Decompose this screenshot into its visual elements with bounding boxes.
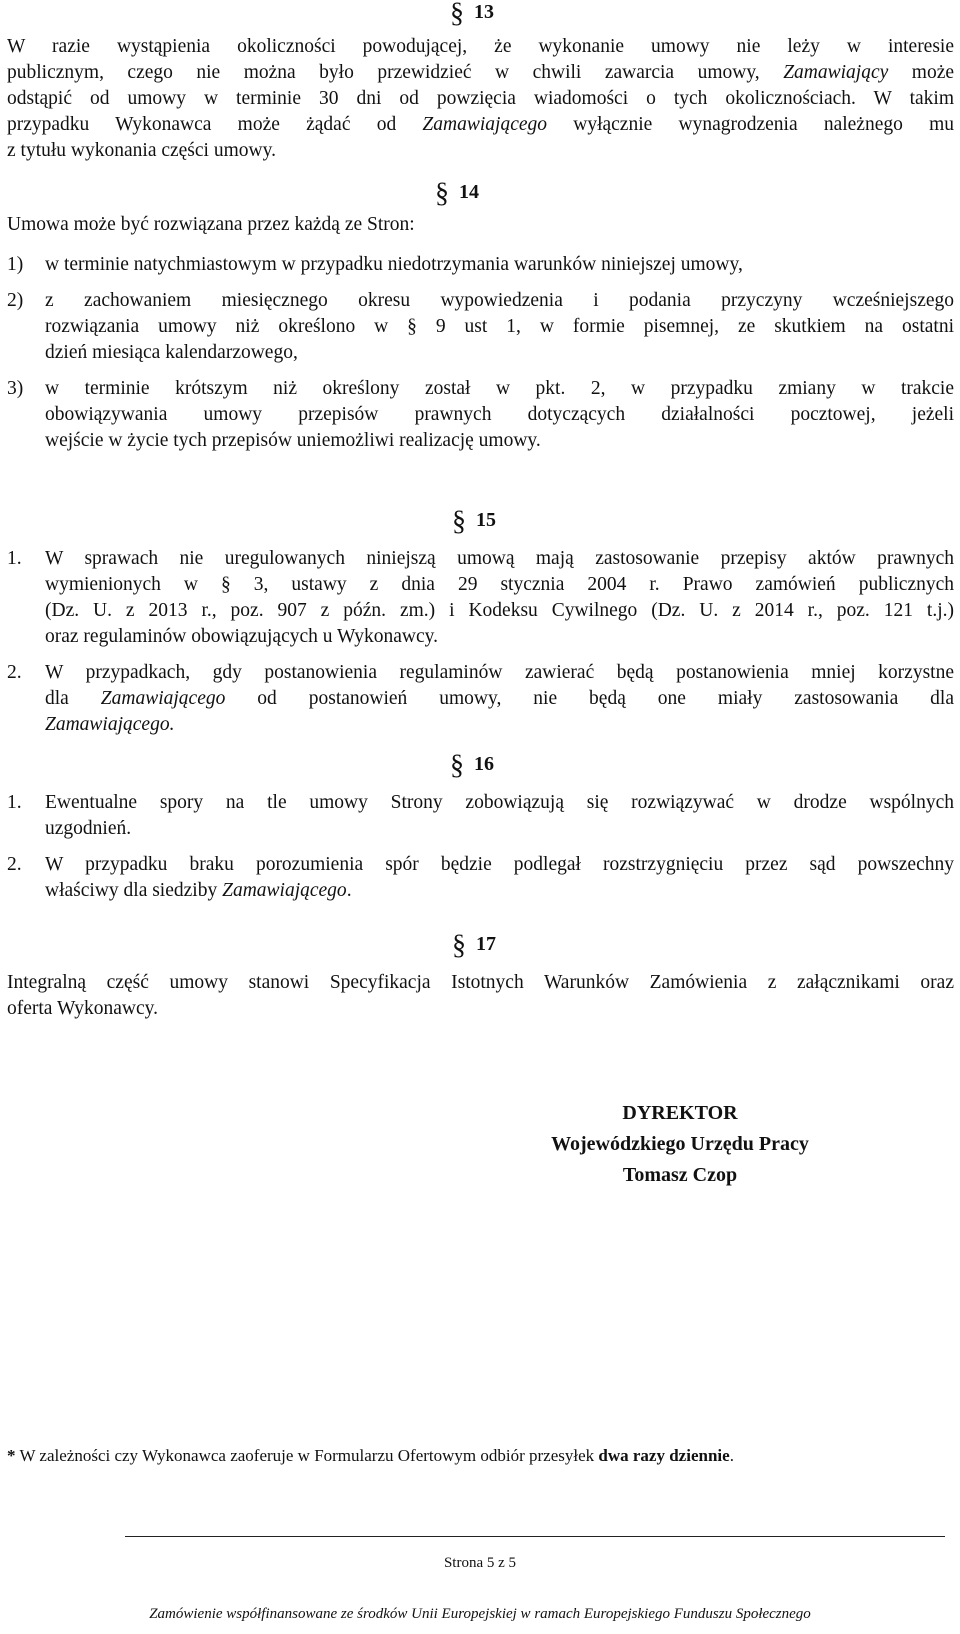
text-line: dla Zamawiającego od postanowień umowy, nie będą one miały zastosowania dla (45, 688, 954, 709)
text-line: Integralną część umowy stanowi Specyfikacja Istotnych Warunków Zamówienia z załącznikami oraz (7, 972, 954, 993)
section-number: 15 (476, 509, 496, 531)
text-line: odstąpić od umowy w terminie 30 dni od powzięcia wiadomości o tych okolicznościach. W takim (7, 88, 954, 109)
text-line: Zamawiającego. (45, 714, 175, 735)
footnote (7, 1446, 734, 1466)
text-line: wymienionych w § 3, ustawy z dnia 29 stycznia 2004 r. Prawo zamówień publicznych (45, 574, 954, 595)
footnote-text: W zależności czy Wykonawca zaoferuje w Formularzu Ofertowym odbiór przesyłek (15, 1446, 599, 1465)
item-number: 1) (7, 254, 24, 275)
section-14-heading (435, 174, 479, 209)
section-number: 17 (476, 933, 496, 955)
footnote-bold: dwa razy dziennie (598, 1446, 730, 1465)
section-17-heading (452, 926, 496, 961)
signature-name: Tomasz Czop (622, 1164, 738, 1186)
section-13-text (7, 34, 954, 164)
text-line: uzgodnień. (45, 818, 132, 839)
text-line: oferta Wykonawcy. (7, 998, 158, 1019)
text-line: wejście w życie tych przepisów uniemożliwi realizację umowy. (45, 430, 541, 451)
item-number: 2. (7, 854, 22, 875)
text-line: z tytułu wykonania części umowy. (7, 140, 276, 161)
text-line: przypadku Wykonawca może żądać od Zamawiającego wyłącznie wynagrodzenia należnego mu (7, 114, 954, 135)
section-15-heading (452, 502, 496, 537)
section-16-heading (450, 746, 494, 781)
text-line: rozwiązania umowy niż określono w § 9 ust 1, w formie pisemnej, ze skutkiem na ostatni (45, 316, 954, 337)
text-line: W przypadku braku porozumienia spór będzie podlegał rozstrzygnięciu przez sąd powszechny (45, 854, 954, 875)
text-line: w terminie natychmiastowym w przypadku niedotrzymania warunków niniejszej umowy, (45, 254, 743, 275)
text-line: W razie wystąpienia okoliczności powodującej, że wykonanie umowy nie leży w interesie (7, 36, 954, 57)
text-line: dzień miesiąca kalendarzowego, (45, 342, 298, 363)
signature-title: DYREKTOR (622, 1102, 738, 1124)
text-line: obowiązywania umowy przepisów prawnych dotyczących działalności pocztowej, jeżeli (45, 404, 954, 425)
text-line: oraz regulaminów obowiązujących u Wykonawcy. (45, 626, 439, 647)
item-number: 2. (7, 662, 22, 683)
text-line: (Dz. U. z 2013 r., poz. 907 z późn. zm.) i Kodeksu Cywilnego (Dz. U. z 2014 r., poz. 121 t.j.) (45, 600, 954, 621)
text-line: publicznym, czego nie można było przewidzieć w chwili zawarcia umowy, Zamawiający może (7, 62, 955, 83)
text-line: W przypadkach, gdy postanowienia regulaminów zawierać będą postanowienia mniej korzystne (45, 662, 954, 683)
section-number: 16 (474, 753, 494, 775)
section-13-heading (450, 0, 494, 29)
page-number: Strona 5 z 5 (443, 1555, 517, 1571)
text-line: właściwy dla siedziby Zamawiającego. (45, 880, 352, 901)
text-line: W sprawach nie uregulowanych niniejszą umową mają zastosowanie przepisy aktów prawnych (45, 548, 954, 569)
funding-note: Zamówienie współfinansowane ze środków Unii Europejskiej w ramach Europejskiego Funduszu Społecznego (149, 1606, 811, 1622)
section-sign: § (450, 750, 464, 781)
text-line: z zachowaniem miesięcznego okresu wypowiedzenia i podania przyczyny wcześniejszego (45, 290, 954, 311)
section-14-intro: Umowa może być rozwiązana przez każdą ze Stron: (7, 214, 415, 235)
section-sign: § (450, 0, 464, 29)
footer-divider (125, 1536, 945, 1537)
item-number: 2) (7, 290, 24, 311)
section-number: 13 (474, 1, 494, 23)
section-number: 14 (459, 181, 479, 203)
section-sign: § (452, 930, 466, 961)
signature-office: Wojewódzkiego Urzędu Pracy (551, 1133, 809, 1155)
item-number: 1. (7, 548, 22, 569)
section-sign: § (435, 178, 449, 209)
text-line: Ewentualne spory na tle umowy Strony zobowiązują się rozwiązywać w drodze wspólnych (45, 792, 954, 813)
text-line: w terminie krótszym niż określony został w pkt. 2, w przypadku zmiany w trakcie (45, 378, 954, 399)
footnote-star: * (7, 1446, 16, 1465)
item-number: 3) (7, 378, 24, 399)
signature-block (480, 1098, 880, 1191)
footnote-end: . (729, 1446, 734, 1465)
section-17-text (7, 970, 954, 1022)
section-sign: § (452, 506, 466, 537)
item-number: 1. (7, 792, 22, 813)
